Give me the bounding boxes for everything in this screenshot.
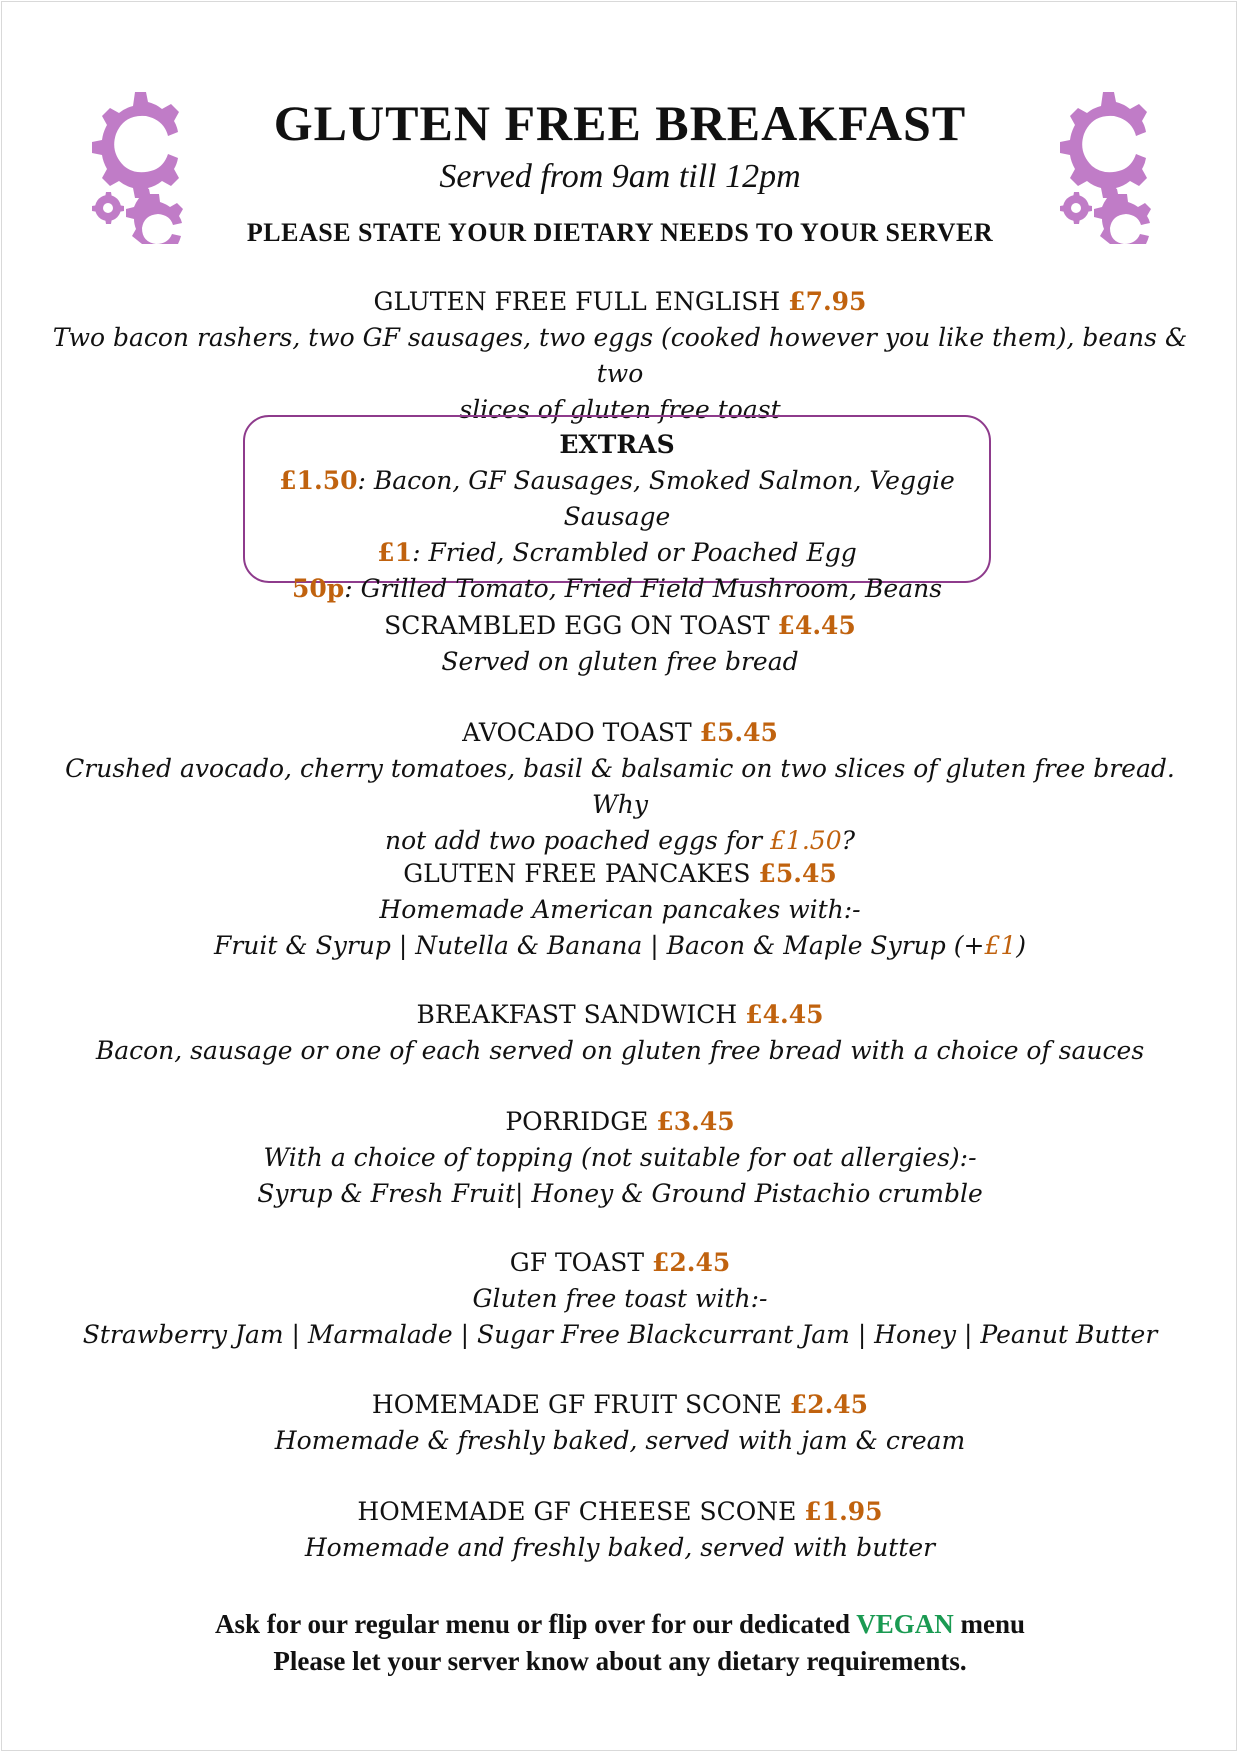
item-description: Fruit & Syrup | Nutella & Banana | Bacon & Maple Syrup (+£1) <box>213 931 1027 960</box>
item-description: Strawberry Jam | Marmalade | Sugar Free Blackcurrant Jam | Honey | Peanut Butter <box>82 1320 1158 1349</box>
footer-line-2: Please let your server know about any dietary requirements. <box>273 1646 967 1676</box>
extras-text: : Grilled Tomato, Fried Field Mushroom, Beans <box>344 574 943 603</box>
extras-text: : Fried, Scrambled or Poached Egg <box>412 538 857 567</box>
item-name: SCRAMBLED EGG ON TOAST <box>384 611 770 640</box>
item-price: £3.45 <box>656 1107 735 1136</box>
item-name: HOMEMADE GF FRUIT SCONE <box>371 1390 782 1419</box>
item-description: Two bacon rashers, two GF sausages, two eggs (cooked however you like them), beans & two <box>52 323 1188 388</box>
menu-item-pancakes <box>40 856 1200 964</box>
item-addon-price: £1.50 <box>770 826 842 855</box>
vegan-highlight: VEGAN <box>856 1609 954 1639</box>
extras-price: 50p <box>291 574 345 603</box>
extras-line <box>245 463 989 535</box>
item-price: £5.45 <box>699 718 778 747</box>
dietary-notice: PLEASE STATE YOUR DIETARY NEEDS TO YOUR SERVER <box>246 218 994 247</box>
item-description: Bacon, sausage or one of each served on gluten free bread with a choice of sauces <box>95 1036 1145 1065</box>
item-addon-price: £1 <box>984 931 1017 960</box>
extras-line <box>245 571 989 607</box>
item-name: BREAKFAST SANDWICH <box>416 1000 738 1029</box>
item-price: £7.95 <box>788 287 867 316</box>
menu-item-avocado-toast <box>40 715 1200 859</box>
extras-line <box>245 535 989 571</box>
menu-item-scrambled-egg <box>40 608 1200 680</box>
item-name: HOMEMADE GF CHEESE SCONE <box>357 1497 797 1526</box>
item-description: not add two poached eggs for £1.50? <box>384 826 856 855</box>
page-title: GLUTEN FREE BREAKFAST <box>273 95 967 151</box>
footer-note <box>0 1606 1240 1680</box>
extras-price: £1.50 <box>279 466 358 495</box>
item-description: Homemade & freshly baked, served with jam & cream <box>274 1426 966 1455</box>
item-name: GLUTEN FREE PANCAKES <box>403 859 751 888</box>
extras-box <box>243 415 991 603</box>
extras-text: : Bacon, GF Sausages, Smoked Salmon, Veggie Sausage <box>357 466 955 531</box>
menu-item-fruit-scone <box>40 1387 1200 1459</box>
item-name: AVOCADO TOAST <box>462 718 692 747</box>
menu-item-breakfast-sandwich <box>40 997 1200 1069</box>
item-name: PORRIDGE <box>505 1107 649 1136</box>
footer-line-1: Ask for our regular menu or flip over for our dedicated VEGAN menu <box>214 1609 1026 1639</box>
menu-item-gf-toast <box>40 1245 1200 1353</box>
extras-price: £1 <box>377 538 413 567</box>
menu-item-full-english <box>40 284 1200 428</box>
menu-item-porridge <box>40 1104 1200 1212</box>
item-description: Homemade American pancakes with:- <box>379 895 861 924</box>
item-price: £4.45 <box>777 611 856 640</box>
item-name: GF TOAST <box>509 1248 645 1277</box>
item-description: Served on gluten free bread <box>441 647 799 676</box>
item-price: £5.45 <box>758 859 837 888</box>
item-description: Homemade and freshly baked, served with butter <box>304 1533 936 1562</box>
service-hours: Served from 9am till 12pm <box>439 158 801 195</box>
item-description: Syrup & Fresh Fruit| Honey & Ground Pistachio crumble <box>257 1179 983 1208</box>
item-price: £4.45 <box>745 1000 824 1029</box>
item-description: Crushed avocado, cherry tomatoes, basil & balsamic on two slices of gluten free bread. Why <box>65 754 1175 819</box>
item-description: slices of gluten free toast <box>459 395 781 424</box>
item-price: £1.95 <box>804 1497 883 1526</box>
extras-title: EXTRAS <box>559 430 675 459</box>
menu-item-cheese-scone <box>40 1494 1200 1566</box>
item-description: Gluten free toast with:- <box>472 1284 768 1313</box>
item-price: £2.45 <box>789 1390 869 1419</box>
item-name: GLUTEN FREE FULL ENGLISH <box>373 287 781 316</box>
item-description: With a choice of topping (not suitable for oat allergies):- <box>263 1143 977 1172</box>
item-price: £2.45 <box>651 1248 731 1277</box>
